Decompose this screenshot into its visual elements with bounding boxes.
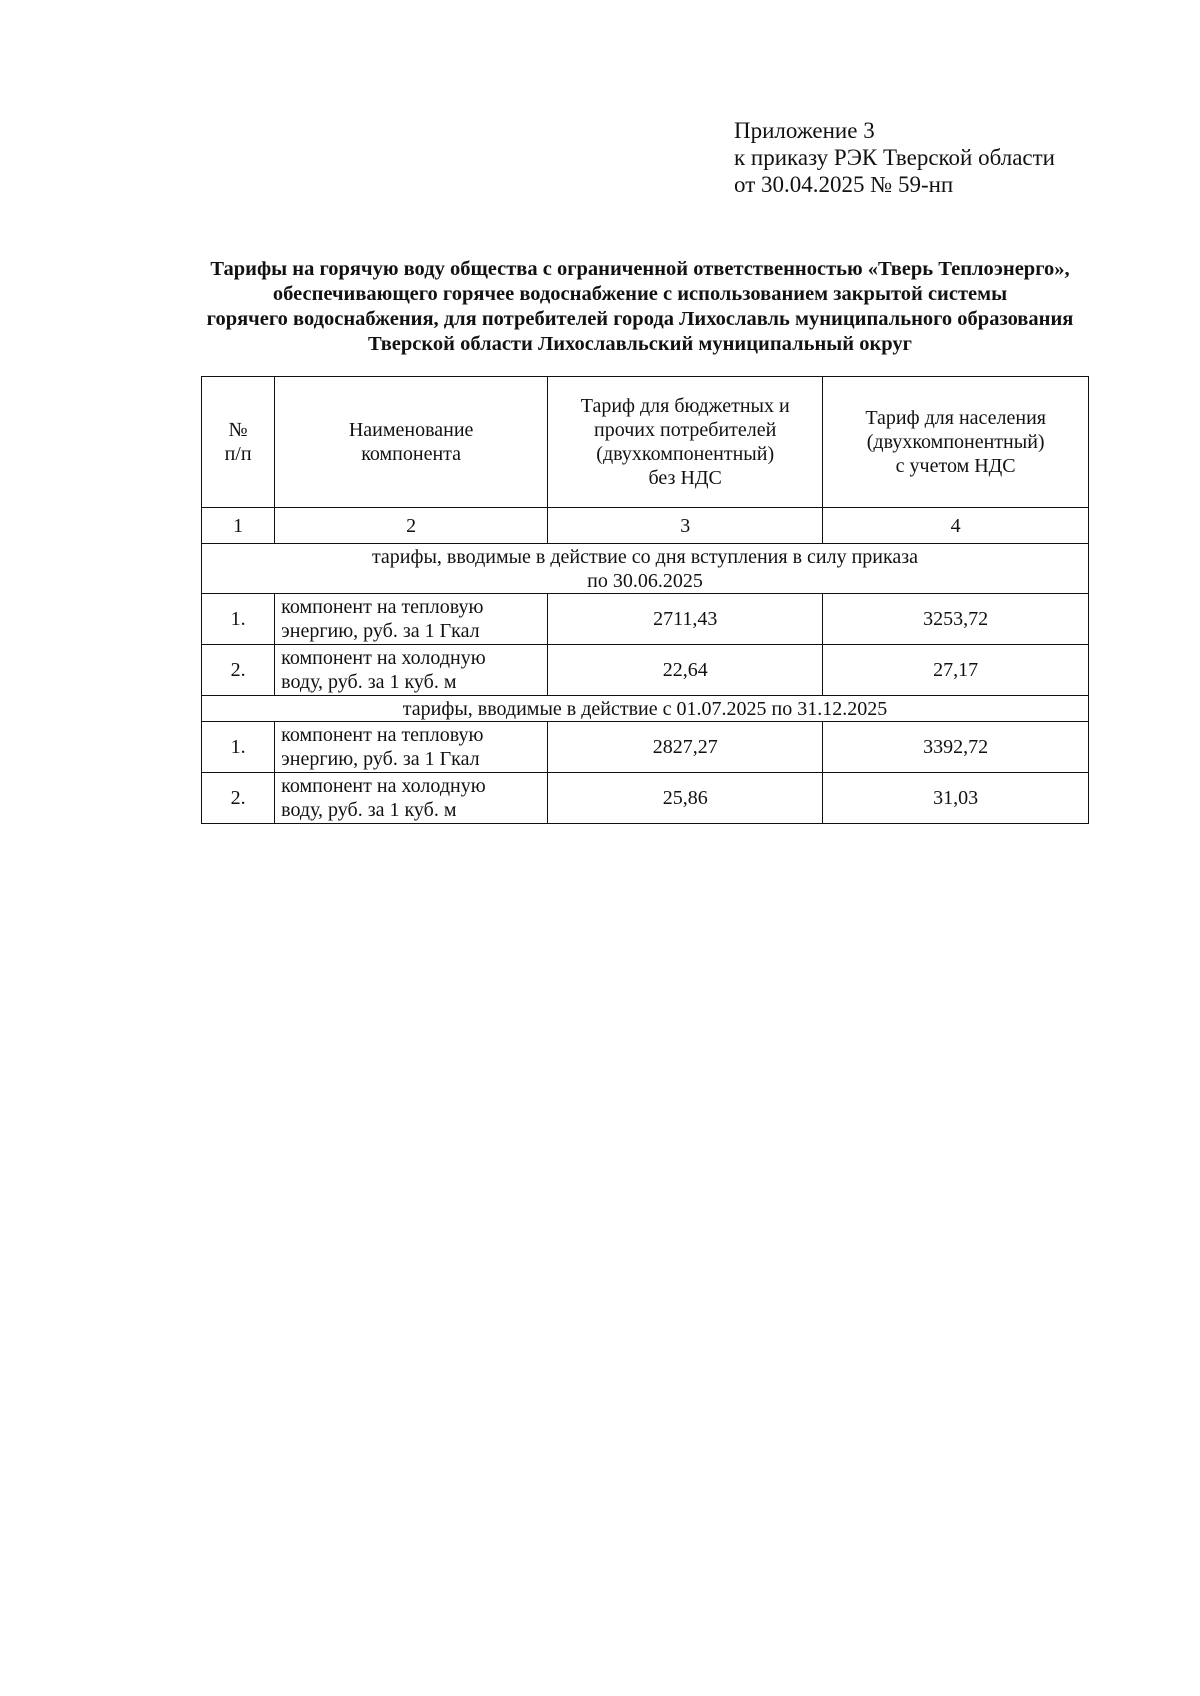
- header-text: с учетом НДС: [895, 455, 1016, 477]
- title-line: Тверской области Лихославльский муниципальный округ: [368, 333, 912, 355]
- header-component-name: [275, 377, 548, 508]
- component-name: [275, 773, 548, 824]
- header-text: компонента: [361, 443, 462, 465]
- header-text: (двухкомпонентный): [596, 443, 775, 465]
- component-name-text: компонент на тепловую: [281, 724, 484, 746]
- budget-tariff-value: 25,86: [548, 773, 823, 824]
- header-text: прочих потребителей: [594, 419, 777, 441]
- column-number: 3: [548, 508, 823, 544]
- title-line: Тарифы на горячую воду общества с ограниченной ответственностью «Тверь Теплоэнерго»,: [210, 258, 1070, 280]
- component-name-text: энергию, руб. за 1 Гкал: [281, 620, 480, 642]
- period-heading: [202, 544, 1089, 594]
- budget-tariff-value: 2827,27: [548, 722, 823, 773]
- header-text: без НДС: [648, 467, 722, 489]
- header-text: Тариф для бюджетных и: [580, 395, 790, 417]
- table-row: [202, 645, 1089, 696]
- table-row: [202, 594, 1089, 645]
- period-heading: [202, 696, 1089, 722]
- row-number: 2.: [202, 773, 275, 824]
- component-name: [275, 594, 548, 645]
- header-text: (двухкомпонентный): [866, 431, 1045, 453]
- header-text: п/п: [224, 443, 252, 465]
- component-name-text: воду, руб. за 1 куб. м: [281, 671, 457, 693]
- component-name-text: воду, руб. за 1 куб. м: [281, 799, 457, 821]
- population-tariff-value: 3253,72: [823, 594, 1089, 645]
- table-header-row: [202, 377, 1089, 508]
- component-name-text: компонент на холодную: [281, 647, 486, 669]
- column-number: 2: [275, 508, 548, 544]
- header-text: Наименование: [348, 419, 474, 441]
- header-budget-tariff: [548, 377, 823, 508]
- table-row: [202, 722, 1089, 773]
- column-number: 1: [202, 508, 275, 544]
- document-title: [150, 257, 1130, 357]
- header-text: Тариф для населения: [865, 407, 1046, 429]
- period-heading-text: тарифы, вводимые в действие со дня вступления в силу приказа: [371, 545, 919, 568]
- component-name-text: энергию, руб. за 1 Гкал: [281, 748, 480, 770]
- column-number-row: [202, 508, 1089, 544]
- population-tariff-value: 27,17: [823, 645, 1089, 696]
- row-number: 1.: [202, 722, 275, 773]
- population-tariff-value: 31,03: [823, 773, 1089, 824]
- row-number: 2.: [202, 645, 275, 696]
- header-number: [202, 377, 275, 508]
- population-tariff-value: 3392,72: [823, 722, 1089, 773]
- appendix-header: [734, 117, 1055, 198]
- period-heading-row: [202, 696, 1089, 722]
- title-line: обеспечивающего горячее водоснабжение с использованием закрытой системы: [272, 283, 1008, 305]
- component-name-text: компонент на холодную: [281, 775, 486, 797]
- component-name: [275, 645, 548, 696]
- period-heading-text: тарифы, вводимые в действие с 01.07.2025 по 31.12.2025: [402, 697, 888, 720]
- budget-tariff-value: 22,64: [548, 645, 823, 696]
- row-number: 1.: [202, 594, 275, 645]
- period-heading-row: [202, 544, 1089, 594]
- appendix-number: Приложение 3: [734, 118, 875, 143]
- component-name: [275, 722, 548, 773]
- tariff-table: [201, 376, 1089, 824]
- component-name-text: компонент на тепловую: [281, 596, 484, 618]
- budget-tariff-value: 2711,43: [548, 594, 823, 645]
- header-text: №: [228, 419, 248, 441]
- period-heading-text: по 30.06.2025: [587, 569, 703, 592]
- header-population-tariff: [823, 377, 1089, 508]
- appendix-order-date: от 30.04.2025 № 59-нп: [734, 172, 954, 197]
- appendix-order-ref: к приказу РЭК Тверской области: [734, 145, 1055, 170]
- column-number: 4: [823, 508, 1089, 544]
- title-line: горячего водоснабжения, для потребителей города Лихославль муниципального образования: [206, 308, 1074, 330]
- table-row: [202, 773, 1089, 824]
